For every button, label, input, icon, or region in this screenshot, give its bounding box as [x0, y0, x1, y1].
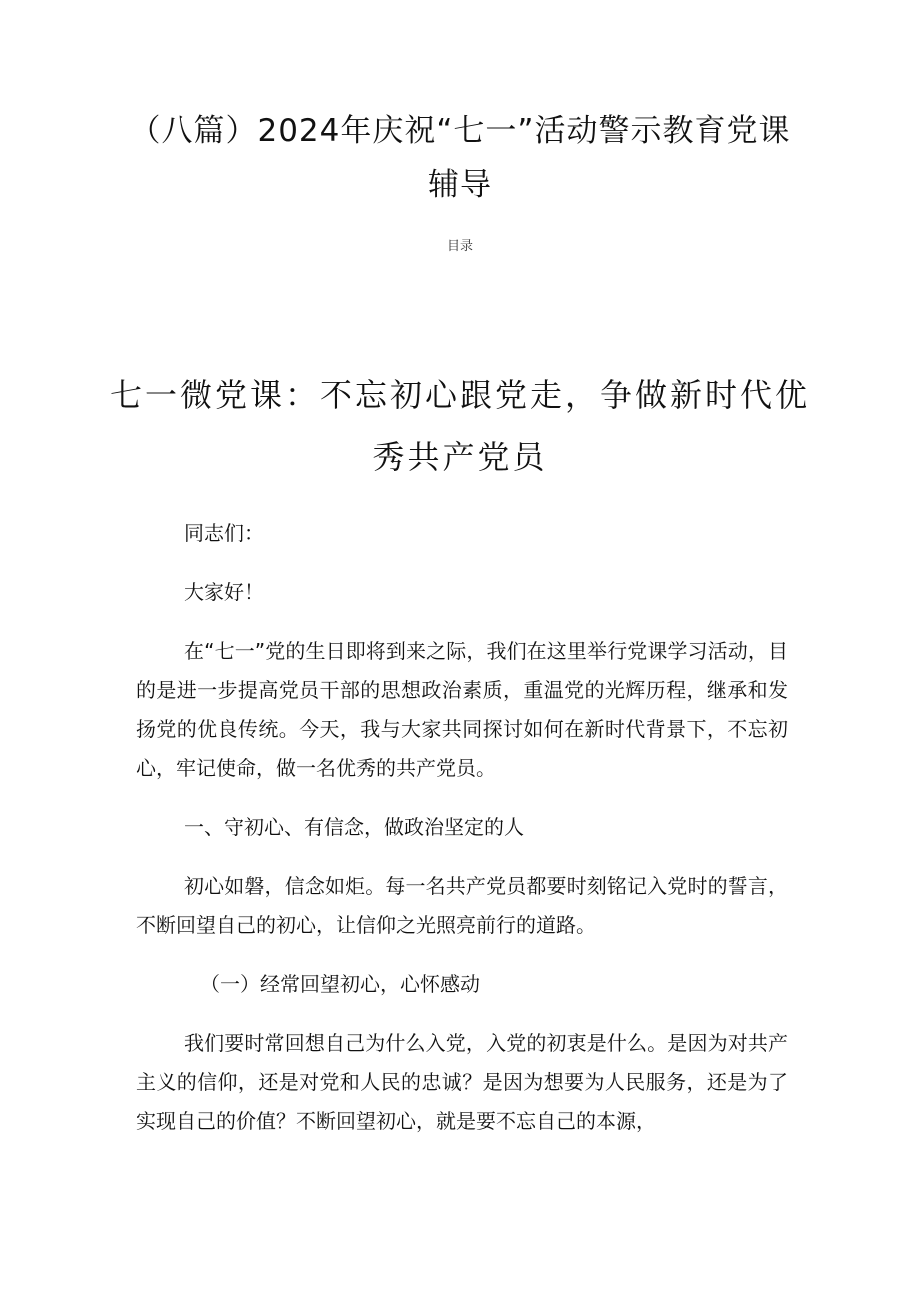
paragraph: 初心如磐，信念如炬。每一名共产党员都要时刻铭记入党时的誓言，不断回望自己的初心，让信仰之光照亮前行的道路。 — [136, 874, 788, 937]
section-title: 七一微党课：不忘初心跟党走，争做新时代优秀共产党员 — [110, 376, 811, 476]
intro-paragraph: 在“七一”党的生日即将到来之际，我们在这里举行党课学习活动，目的是进一步提高党员干部的思想政治素质，重温党的光辉历程，继承和发扬党的优良传统。今天，我与大家共同探讨如何在新时代背景下，不忘初心，牢记使命，做一名优秀的共产党员。 — [136, 639, 788, 780]
subheading-one: （一）经常回望初心，心怀感动 — [200, 972, 480, 996]
salutation: 同志们： — [184, 521, 264, 545]
greeting: 大家好！ — [184, 580, 264, 604]
document-title: （八篇）2024年庆祝“七一”活动警示教育党课辅导 — [129, 113, 791, 203]
heading-one: 一、守初心、有信念，做政治坚定的人 — [184, 815, 524, 839]
toc-label: 目录 — [446, 239, 473, 254]
paragraph: 我们要时常回想自己为什么入党，入党的初衷是什么。是因为对共产主义的信仰，还是对党和人民的忠诚？是因为想要为人民服务，还是为了实现自己的价值？不断回望初心，就是要不忘自己的本源， — [136, 1031, 788, 1133]
document-body — [136, 514, 788, 1161]
